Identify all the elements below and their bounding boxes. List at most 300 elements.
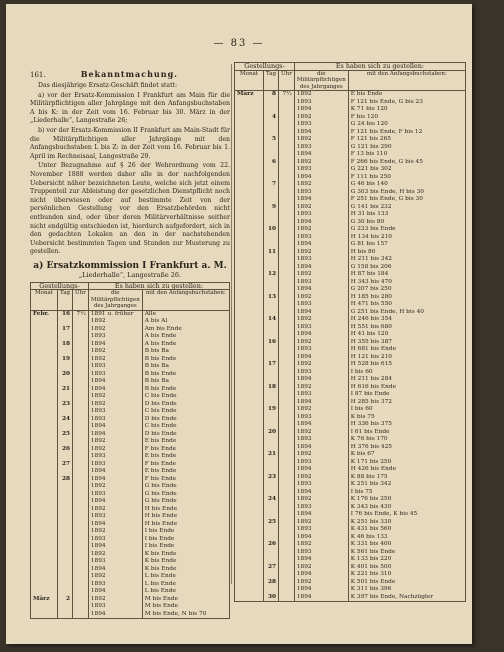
cell-tag: 25 bbox=[58, 431, 73, 439]
cell-buchstaben: G 121 bis 290 bbox=[348, 144, 465, 152]
table-row bbox=[235, 271, 466, 279]
cell-jahrgang: 1892 bbox=[294, 541, 348, 549]
cell-buchstaben: I 87 bis Ende bbox=[348, 391, 465, 399]
cell-monat bbox=[31, 341, 58, 349]
cell-tag bbox=[264, 279, 279, 287]
cell-tag bbox=[58, 513, 73, 521]
cell-tag bbox=[58, 543, 73, 551]
cell-tag bbox=[58, 536, 73, 544]
cell-tag bbox=[58, 566, 73, 574]
table-row bbox=[235, 444, 466, 452]
cell-uhr bbox=[73, 386, 89, 394]
cell-jahrgang: 1894 bbox=[88, 543, 142, 551]
cell-tag: 7 bbox=[264, 181, 279, 189]
cell-uhr bbox=[73, 543, 89, 551]
table-row bbox=[235, 331, 466, 339]
table-row bbox=[31, 573, 230, 581]
cell-monat bbox=[235, 129, 264, 137]
cell-buchstaben: K 431 bis 560 bbox=[348, 526, 465, 534]
cell-monat bbox=[31, 446, 58, 454]
cell-tag: 21 bbox=[264, 451, 279, 459]
cell-tag bbox=[264, 264, 279, 272]
cell-monat bbox=[235, 391, 264, 399]
cell-jahrgang: 1894 bbox=[88, 431, 142, 439]
table-row bbox=[31, 356, 230, 364]
cell-tag bbox=[264, 466, 279, 474]
table-row bbox=[235, 504, 466, 512]
cell-jahrgang: 1894 bbox=[88, 341, 142, 349]
cell-monat bbox=[235, 504, 264, 512]
cell-tag: 19 bbox=[264, 406, 279, 414]
table-row bbox=[235, 189, 466, 197]
cell-jahrgang: 1893 bbox=[294, 414, 348, 422]
cell-tag: 14 bbox=[264, 316, 279, 324]
cell-uhr bbox=[279, 174, 295, 182]
cell-jahrgang: 1893 bbox=[88, 453, 142, 461]
cell-jahrgang: 1893 bbox=[294, 526, 348, 534]
table-row bbox=[31, 566, 230, 574]
cell-tag bbox=[264, 459, 279, 467]
cell-buchstaben: K 221 bis 310 bbox=[348, 571, 465, 579]
cell-tag bbox=[264, 511, 279, 519]
cell-jahrgang: 1892 bbox=[294, 384, 348, 392]
cell-jahrgang: 1892 bbox=[88, 596, 142, 604]
cell-monat bbox=[31, 551, 58, 559]
cell-monat bbox=[31, 453, 58, 461]
table-row bbox=[31, 401, 230, 409]
cell-jahrgang: 1894 bbox=[294, 466, 348, 474]
table-row bbox=[31, 498, 230, 506]
cell-uhr bbox=[279, 151, 295, 159]
cell-monat bbox=[235, 571, 264, 579]
table-row bbox=[31, 513, 230, 521]
cell-buchstaben: E bis Ende bbox=[142, 438, 229, 446]
cell-buchstaben: L bis Ende bbox=[142, 588, 229, 596]
cell-uhr bbox=[73, 611, 89, 619]
cell-jahrgang: 1892 bbox=[88, 551, 142, 559]
cell-buchstaben: G 30 bis 80 bbox=[348, 219, 465, 227]
cell-uhr bbox=[279, 316, 295, 324]
cell-buchstaben: G 207 bis 250 bbox=[348, 286, 465, 294]
cell-buchstaben: G 24 bis 120 bbox=[348, 121, 465, 129]
cell-monat bbox=[31, 438, 58, 446]
cell-tag bbox=[264, 556, 279, 564]
cell-monat bbox=[235, 406, 264, 414]
cell-jahrgang: 1893 bbox=[88, 603, 142, 611]
cell-uhr bbox=[73, 603, 89, 611]
cell-uhr: 7½ bbox=[279, 91, 295, 99]
table-row bbox=[31, 423, 230, 431]
cell-monat bbox=[235, 166, 264, 174]
table-row bbox=[235, 256, 466, 264]
cell-uhr bbox=[73, 416, 89, 424]
table-row bbox=[235, 106, 466, 114]
cell-buchstaben: K 311 bis 396 bbox=[348, 586, 465, 594]
notice-para-c: Unter Bezugnahme auf § 26 der Wehrordnung vom 22. November 1888 werden daher alle in der nachfolgenden Uebersicht näher bezeichneten Leute, welche sich jetzt einem Truppenteil zur Ableistung der gesetzlichen Dienstpflicht noch nicht überwiesen oder auf bestimmte Zeit von der persönlichen Gestellung vor den Ersatzbehörden nicht entbunden sind, oder über deren Militärverhältnisse seither nicht endgültig entschieden ist, hierdurch aufgefordert, sich in den gedachten Lokalen an den in der nachstehenden Uebersicht bestimmten Tagen und Stunden zur Musterung zu gestellen. bbox=[30, 162, 230, 256]
cell-tag bbox=[264, 286, 279, 294]
cell-buchstaben: I 76 bis Ende, K bis 45 bbox=[348, 511, 465, 519]
cell-monat bbox=[31, 348, 58, 356]
cell-tag bbox=[58, 491, 73, 499]
header-monat: Monat bbox=[235, 70, 264, 91]
cell-uhr bbox=[279, 451, 295, 459]
table-row bbox=[235, 564, 466, 572]
cell-buchstaben: K 343 bis 430 bbox=[348, 504, 465, 512]
cell-monat bbox=[31, 356, 58, 364]
cell-monat bbox=[235, 346, 264, 354]
cell-monat bbox=[235, 361, 264, 369]
table-row bbox=[31, 476, 230, 484]
cell-jahrgang: 1892 bbox=[88, 326, 142, 334]
cell-monat bbox=[235, 114, 264, 122]
cell-uhr bbox=[279, 511, 295, 519]
cell-monat bbox=[235, 556, 264, 564]
table-row bbox=[235, 346, 466, 354]
cell-tag: 11 bbox=[264, 249, 279, 257]
cell-uhr bbox=[279, 159, 295, 167]
cell-tag bbox=[58, 348, 73, 356]
table-row bbox=[235, 399, 466, 407]
table-row bbox=[31, 491, 230, 499]
cell-monat bbox=[31, 318, 58, 326]
table-row bbox=[31, 416, 230, 424]
cell-jahrgang: 1892 bbox=[294, 271, 348, 279]
table-row bbox=[31, 528, 230, 536]
cell-monat bbox=[31, 491, 58, 499]
cell-jahrgang: 1892 bbox=[294, 361, 348, 369]
cell-tag bbox=[58, 611, 73, 619]
cell-tag bbox=[264, 166, 279, 174]
cell-tag: 2 bbox=[58, 596, 73, 604]
cell-buchstaben: K bis Ende bbox=[142, 558, 229, 566]
cell-jahrgang: 1893 bbox=[294, 549, 348, 557]
cell-buchstaben: K 331 bis 400 bbox=[348, 541, 465, 549]
cell-jahrgang: 1893 bbox=[88, 558, 142, 566]
cell-tag: 9 bbox=[264, 204, 279, 212]
cell-tag: 27 bbox=[264, 564, 279, 572]
table-row bbox=[31, 596, 230, 604]
left-schedule-table bbox=[30, 282, 230, 619]
cell-buchstaben: H 246 bis 354 bbox=[348, 316, 465, 324]
table-row bbox=[235, 114, 466, 122]
table-row bbox=[235, 376, 466, 384]
cell-jahrgang: 1894 bbox=[88, 498, 142, 506]
cell-buchstaben: I bis 75 bbox=[348, 489, 465, 497]
cell-jahrgang: 1893 bbox=[88, 513, 142, 521]
cell-jahrgang: 1892 bbox=[294, 564, 348, 572]
cell-buchstaben: H 343 bis 470 bbox=[348, 279, 465, 287]
cell-jahrgang: 1893 bbox=[294, 436, 348, 444]
table-row bbox=[31, 483, 230, 491]
cell-uhr bbox=[279, 376, 295, 384]
cell-monat bbox=[235, 429, 264, 437]
cell-buchstaben: M bis Ende bbox=[142, 603, 229, 611]
table-row bbox=[31, 348, 230, 356]
table-row bbox=[235, 264, 466, 272]
cell-monat bbox=[235, 481, 264, 489]
cell-tag: 6 bbox=[264, 159, 279, 167]
table-row bbox=[235, 309, 466, 317]
cell-jahrgang: 1894 bbox=[294, 286, 348, 294]
cell-jahrgang: 1892 bbox=[294, 226, 348, 234]
table-row bbox=[235, 294, 466, 302]
cell-buchstaben: K 561 bis Ende bbox=[348, 549, 465, 557]
cell-buchstaben: B bis Ba bbox=[142, 378, 229, 386]
cell-buchstaben: E bis Ende bbox=[142, 468, 229, 476]
cell-monat bbox=[235, 271, 264, 279]
cell-tag bbox=[264, 399, 279, 407]
cell-buchstaben: B bis Ba bbox=[142, 363, 229, 371]
cell-uhr bbox=[279, 106, 295, 114]
table-row bbox=[31, 551, 230, 559]
cell-buchstaben: G bis Ende bbox=[142, 498, 229, 506]
cell-monat bbox=[235, 99, 264, 107]
cell-uhr bbox=[279, 286, 295, 294]
cell-uhr bbox=[279, 309, 295, 317]
header-buchstaben: mit den Anfangsbuchstaben: bbox=[142, 290, 229, 311]
cell-buchstaben: H 551 bis 680 bbox=[348, 324, 465, 332]
cell-monat bbox=[31, 333, 58, 341]
cell-jahrgang: 1894 bbox=[294, 444, 348, 452]
left-table-body bbox=[31, 310, 230, 618]
cell-uhr bbox=[73, 498, 89, 506]
cell-monat bbox=[235, 121, 264, 129]
cell-monat bbox=[31, 408, 58, 416]
cell-buchstaben: K 46 bis 133 bbox=[348, 534, 465, 542]
cell-jahrgang: 1893 bbox=[294, 99, 348, 107]
cell-uhr bbox=[73, 468, 89, 476]
cell-tag bbox=[58, 378, 73, 386]
cell-jahrgang: 1894 bbox=[88, 566, 142, 574]
cell-buchstaben: F bis Ende bbox=[142, 476, 229, 484]
cell-monat bbox=[235, 309, 264, 317]
cell-jahrgang: 1893 bbox=[88, 363, 142, 371]
cell-uhr bbox=[279, 496, 295, 504]
cell-buchstaben: H 616 bis Ende bbox=[348, 384, 465, 392]
table-row bbox=[31, 431, 230, 439]
notice-para-b: b) vor der Ersatz-Kommission II Frankfurt am Main-Stadt für die Militärpflichtigen aller Jahrgänge mit den Anfangsbuchstaben L bis Z: in der Zeit vom 16. Februar bis 1. April im Rechneisaal, Langestraße 29. bbox=[30, 126, 230, 160]
cell-monat bbox=[235, 549, 264, 557]
table-row bbox=[31, 611, 230, 619]
right-table-body bbox=[235, 91, 466, 602]
cell-buchstaben: G bis Ende bbox=[142, 483, 229, 491]
cell-tag: 27 bbox=[58, 461, 73, 469]
table-row bbox=[31, 318, 230, 326]
cell-uhr bbox=[279, 429, 295, 437]
cell-jahrgang: 1893 bbox=[294, 324, 348, 332]
cell-uhr bbox=[279, 586, 295, 594]
cell-buchstaben: F bis Ende bbox=[142, 461, 229, 469]
cell-tag bbox=[264, 354, 279, 362]
cell-jahrgang: 1894 bbox=[88, 386, 142, 394]
cell-monat bbox=[235, 256, 264, 264]
cell-jahrgang: 1892 bbox=[294, 339, 348, 347]
cell-monat bbox=[235, 459, 264, 467]
cell-tag bbox=[58, 333, 73, 341]
cell-monat bbox=[235, 211, 264, 219]
cell-monat bbox=[31, 461, 58, 469]
cell-uhr bbox=[279, 534, 295, 542]
cell-monat bbox=[235, 279, 264, 287]
cell-jahrgang: 1893 bbox=[294, 234, 348, 242]
cell-buchstaben: B bis Ba bbox=[142, 348, 229, 356]
left-schedule-table-wrap bbox=[30, 282, 230, 620]
cell-monat bbox=[31, 588, 58, 596]
cell-uhr bbox=[279, 519, 295, 527]
cell-uhr bbox=[73, 438, 89, 446]
cell-jahrgang: 1894 bbox=[294, 399, 348, 407]
cell-tag bbox=[264, 504, 279, 512]
cell-jahrgang: 1893 bbox=[294, 211, 348, 219]
cell-jahrgang: 1892 bbox=[294, 406, 348, 414]
cell-uhr bbox=[73, 551, 89, 559]
cell-monat bbox=[235, 226, 264, 234]
cell-tag bbox=[264, 256, 279, 264]
cell-monat bbox=[235, 369, 264, 377]
table-row bbox=[235, 129, 466, 137]
cell-uhr bbox=[279, 579, 295, 587]
cell-uhr bbox=[73, 356, 89, 364]
cell-jahrgang: 1894 bbox=[294, 489, 348, 497]
table-row bbox=[31, 438, 230, 446]
cell-tag: 5 bbox=[264, 136, 279, 144]
cell-monat bbox=[235, 586, 264, 594]
cell-jahrgang: 1892 bbox=[294, 159, 348, 167]
cell-uhr bbox=[73, 581, 89, 589]
cell-buchstaben: H 41 bis 120 bbox=[348, 331, 465, 339]
cell-uhr bbox=[73, 423, 89, 431]
cell-uhr bbox=[279, 346, 295, 354]
cell-tag: 13 bbox=[264, 294, 279, 302]
cell-buchstaben: H 121 bis 210 bbox=[348, 354, 465, 362]
table-row bbox=[31, 453, 230, 461]
left-column bbox=[30, 62, 230, 619]
cell-tag bbox=[264, 444, 279, 452]
notice-title: Bekanntmachung. bbox=[80, 69, 178, 79]
cell-jahrgang: 1893 bbox=[294, 256, 348, 264]
cell-uhr bbox=[73, 566, 89, 574]
cell-uhr bbox=[279, 466, 295, 474]
cell-jahrgang: 1893 bbox=[294, 189, 348, 197]
table-row bbox=[31, 363, 230, 371]
cell-jahrgang: 1894 bbox=[294, 241, 348, 249]
cell-buchstaben: A bis Ende bbox=[142, 333, 229, 341]
table-row bbox=[235, 571, 466, 579]
cell-buchstaben: K bis 67 bbox=[348, 451, 465, 459]
cell-buchstaben: E bis Ende bbox=[142, 453, 229, 461]
cell-uhr bbox=[279, 99, 295, 107]
cell-monat bbox=[235, 144, 264, 152]
cell-monat bbox=[235, 421, 264, 429]
cell-jahrgang: 1894 bbox=[294, 556, 348, 564]
cell-uhr bbox=[73, 513, 89, 521]
cell-jahrgang: 1892 bbox=[88, 348, 142, 356]
cell-jahrgang: 1894 bbox=[294, 196, 348, 204]
cell-buchstaben: M bis Ende, N bis 70 bbox=[142, 611, 229, 619]
cell-jahrgang: 1893 bbox=[294, 346, 348, 354]
cell-uhr bbox=[73, 476, 89, 484]
cell-monat bbox=[31, 603, 58, 611]
cell-uhr bbox=[73, 596, 89, 604]
cell-tag bbox=[264, 121, 279, 129]
table-row bbox=[235, 594, 466, 602]
commission-address: „Liederhalle“, Langestraße 26. bbox=[78, 270, 182, 279]
cell-tag: 24 bbox=[264, 496, 279, 504]
table-row bbox=[31, 393, 230, 401]
table-row bbox=[235, 241, 466, 249]
table-row bbox=[31, 581, 230, 589]
cell-monat bbox=[31, 506, 58, 514]
cell-tag bbox=[264, 99, 279, 107]
cell-buchstaben: H 336 bis 375 bbox=[348, 421, 465, 429]
cell-tag: 17 bbox=[58, 326, 73, 334]
cell-buchstaben: G bis Ende bbox=[142, 491, 229, 499]
cell-jahrgang: 1894 bbox=[294, 421, 348, 429]
cell-jahrgang: 1892 bbox=[294, 474, 348, 482]
cell-jahrgang: 1892 bbox=[294, 114, 348, 122]
cell-tag: 18 bbox=[264, 384, 279, 392]
table-row bbox=[235, 459, 466, 467]
notice-intro: Das diesjährige Ersatz-Geschäft findet statt: bbox=[38, 82, 178, 89]
cell-buchstaben: F 13 bis 110 bbox=[348, 151, 465, 159]
cell-uhr bbox=[73, 326, 89, 334]
table-row bbox=[235, 586, 466, 594]
cell-monat bbox=[235, 159, 264, 167]
cell-buchstaben: H 471 bis 550 bbox=[348, 301, 465, 309]
cell-buchstaben: L bis Ende bbox=[142, 581, 229, 589]
cell-tag bbox=[264, 436, 279, 444]
cell-monat bbox=[235, 354, 264, 362]
cell-monat bbox=[235, 376, 264, 384]
cell-uhr bbox=[279, 166, 295, 174]
cell-uhr bbox=[279, 256, 295, 264]
column-divider bbox=[231, 64, 232, 584]
cell-buchstaben: H 134 bis 210 bbox=[348, 234, 465, 242]
cell-buchstaben: B bis Ende bbox=[142, 386, 229, 394]
cell-uhr bbox=[73, 588, 89, 596]
cell-uhr bbox=[279, 331, 295, 339]
cell-jahrgang: 1893 bbox=[294, 391, 348, 399]
cell-monat bbox=[31, 573, 58, 581]
cell-tag bbox=[264, 376, 279, 384]
cell-buchstaben: G 233 bis Ende bbox=[348, 226, 465, 234]
cell-monat: Febr. bbox=[31, 310, 58, 318]
cell-tag: 23 bbox=[58, 401, 73, 409]
table-row bbox=[235, 526, 466, 534]
cell-tag: 30 bbox=[264, 594, 279, 602]
cell-tag: 25 bbox=[264, 519, 279, 527]
cell-buchstaben: H 87 bis 184 bbox=[348, 271, 465, 279]
cell-uhr bbox=[279, 571, 295, 579]
cell-uhr bbox=[73, 341, 89, 349]
cell-buchstaben: G 141 bis 232 bbox=[348, 204, 465, 212]
cell-monat bbox=[31, 483, 58, 491]
cell-uhr bbox=[73, 408, 89, 416]
table-row bbox=[31, 536, 230, 544]
cell-tag bbox=[58, 528, 73, 536]
cell-buchstaben: H 211 bis 284 bbox=[348, 376, 465, 384]
cell-buchstaben: H 355 bis 387 bbox=[348, 339, 465, 347]
table-row bbox=[235, 361, 466, 369]
table-row bbox=[235, 466, 466, 474]
page-number: — 83 — bbox=[213, 38, 265, 49]
cell-uhr bbox=[73, 453, 89, 461]
cell-jahrgang: 1894 bbox=[88, 423, 142, 431]
cell-uhr bbox=[279, 526, 295, 534]
cell-monat bbox=[235, 234, 264, 242]
cell-jahrgang: 1894 bbox=[294, 354, 348, 362]
cell-buchstaben: F bis 120 bbox=[348, 114, 465, 122]
